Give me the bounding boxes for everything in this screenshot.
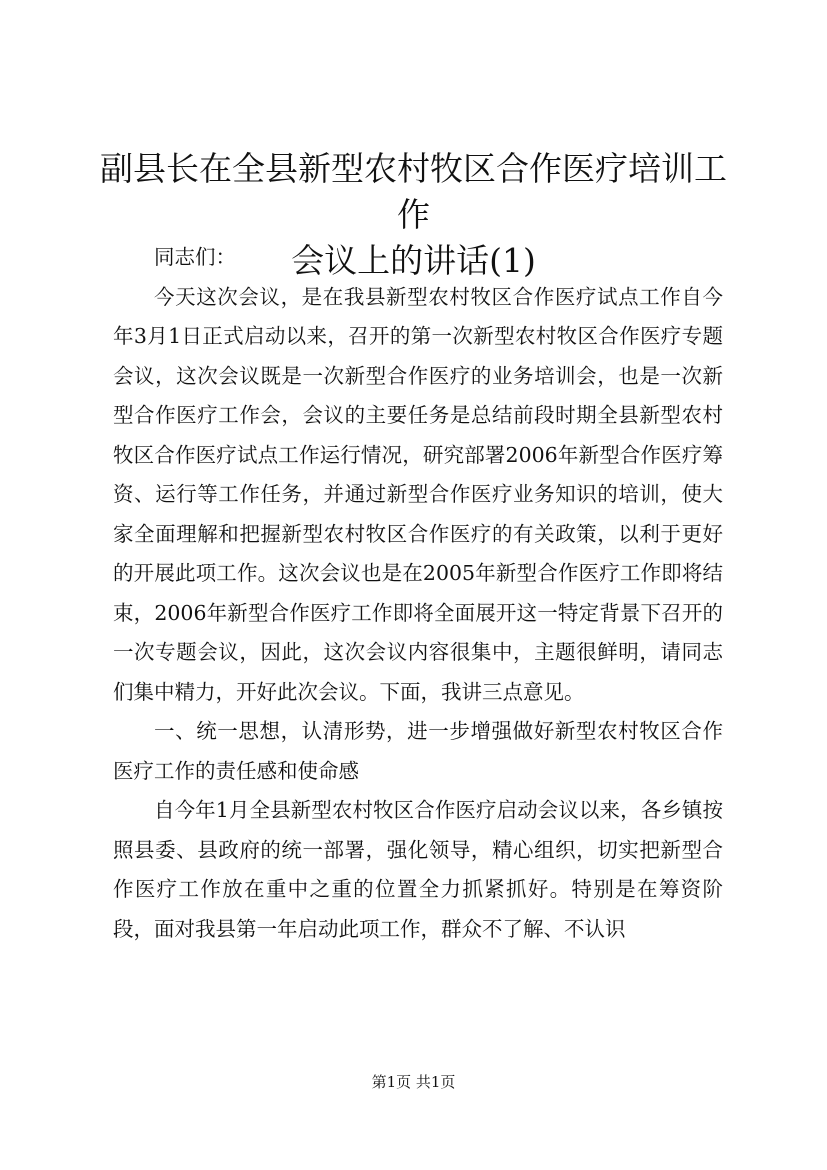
title-line-2: 会议上的讲话(1)	[291, 241, 536, 280]
paragraph-section-1: 自今年1月全县新型农村牧区合作医疗启动会议以来，各乡镇按照县委、县政府的统一部署，强化领导，精心组织，切实把新型合作医疗工作放在重中之重的位置全力抓紧抓好。特别是在筹资阶段，面对我县第一年启动此项工作，群众不了解、不认识	[113, 798, 723, 941]
salutation: 同志们：	[154, 245, 236, 269]
page-footer: 第1页 共1页	[371, 1073, 456, 1091]
title-line-1: 副县长在全县新型农村牧区合作医疗培训工作	[100, 149, 727, 234]
section-heading-1: 一、统一思想，认清形势，进一步增强做好新型农村牧区合作医疗工作的责任感和使命感	[113, 719, 723, 783]
document-body	[113, 238, 723, 949]
paragraph-intro: 今天这次会议，是在我县新型农村牧区合作医疗试点工作自今年3月1日正式启动以来，召开的第一次新型农村牧区合作医疗专题会议，这次会议既是一次新型合作医疗的业务培训会，也是一次新型合作医疗工作会，会议的主要任务是总结前段时期全县新型农村牧区合作医疗试点工作运行情况，研究部署2006年新型合作医疗筹资、运行等工作任务，并通过新型合作医疗业务知识的培训，使大家全面理解和把握新型农村牧区合作医疗的有关政策，以利于更好的开展此项工作。这次会议也是在2005年新型合作医疗工作即将结束，2006年新型合作医疗工作即将全面展开这一特定背景下召开的一次专题会议，因此，这次会议内容很集中，主题很鲜明，请同志们集中精力，开好此次会议。下面，我讲三点意见。	[113, 284, 723, 704]
